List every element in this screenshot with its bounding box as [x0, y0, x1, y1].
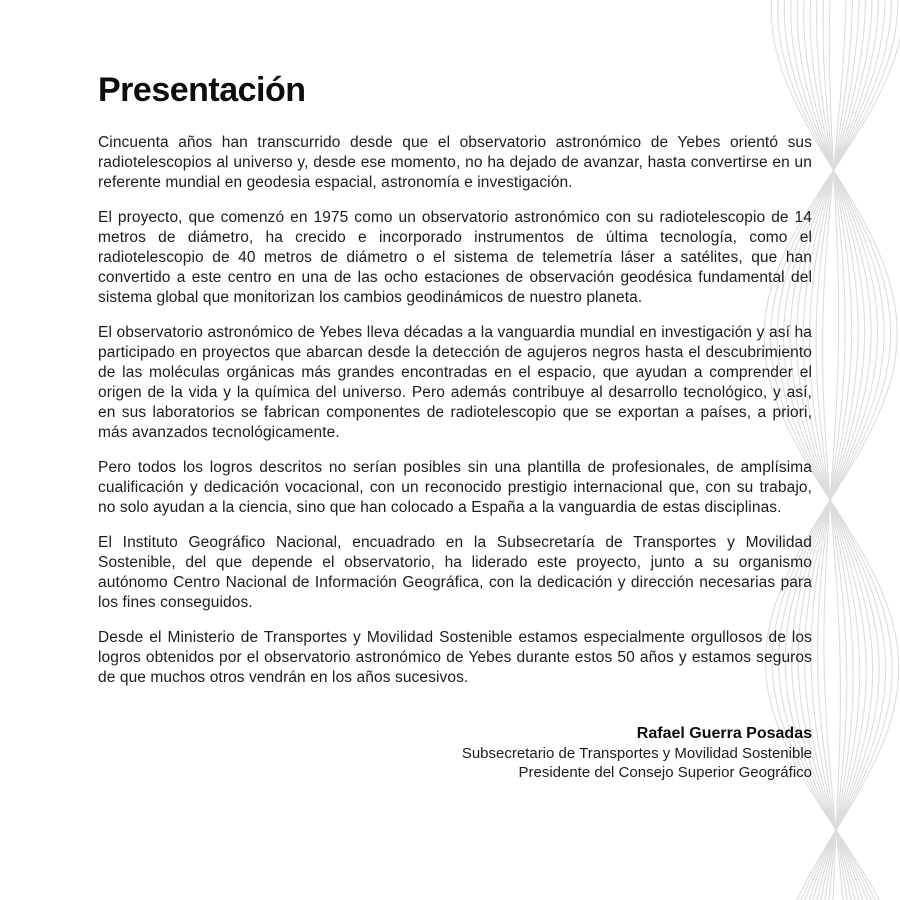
paragraph-project-history: El proyecto, que comenzó en 1975 como un observatorio astronómico con su radiotelescopio de 14 metros de diámetro, ha crecido e incorporado instrumentos de última tecnología, como el radiotelescopio de 40 metros de diámetro o el sistema de telemetría láser a satélites, que han convertido a este centro en una de las ocho estaciones de observación geodésica fundamental del sistema global que monitorizan los cambios geodinámicos de nuestro planeta.: [98, 209, 812, 307]
page-content: [98, 72, 812, 782]
paragraph-research: El observatorio astronómico de Yebes lleva décadas a la vanguardia mundial en investigación y así ha participado en proyectos que abarcan desde la detección de agujeros negros hasta el descubrimiento de las moléculas orgánicas más grandes encontradas en el espacio, que ayudan a comprender el origen de la vida y la química del universo. Pero además contribuye al desarrollo tecnológico, y así, en sus laboratorios se fabrican componentes de radiotelescopio que se exportan a países, a priori, más avanzados tecnológicamente.: [98, 324, 812, 442]
signature-role-subsecretario: Subsecretario de Transportes y Movilidad Sostenible: [461, 745, 812, 763]
signature-role-presidente: Presidente del Consejo Superior Geográfico: [518, 764, 812, 782]
signature-name: Rafael Guerra Posadas: [636, 725, 812, 743]
signature-block: [98, 724, 812, 782]
paragraph-ministry: Desde el Ministerio de Transportes y Movilidad Sostenible estamos especialmente orgullosos de los logros obtenidos por el observatorio astronómico de Yebes durante estos 50 años y estamos seguros de que muchos otros vendrán en los años sucesivos.: [98, 629, 812, 687]
page-title: Presentación: [98, 71, 306, 109]
paragraph-staff: Pero todos los logros descritos no serían posibles sin una plantilla de profesionales, de amplísima cualificación y dedicación vocacional, con un reconocido prestigio internacional que, con su trabajo, no solo ayudan a la ciencia, sino que han colocado a España a la vanguardia de estas disciplinas.: [98, 459, 812, 517]
paragraph-intro: Cincuenta años han transcurrido desde que el observatorio astronómico de Yebes orientó sus radiotelescopios al universo y, desde ese momento, no ha dejado de avanzar, hasta convertirse en un referente mundial en geodesia espacial, astronomía e investigación.: [98, 134, 812, 192]
paragraph-ign: El Instituto Geográfico Nacional, encuadrado en la Subsecretaría de Transportes y Movilidad Sostenible, del que depende el observatorio, ha liderado este proyecto, junto a su organismo autónomo Centro Nacional de Información Geográfica, con la dedicación y dirección necesarias para los fines conseguidos.: [98, 534, 812, 612]
